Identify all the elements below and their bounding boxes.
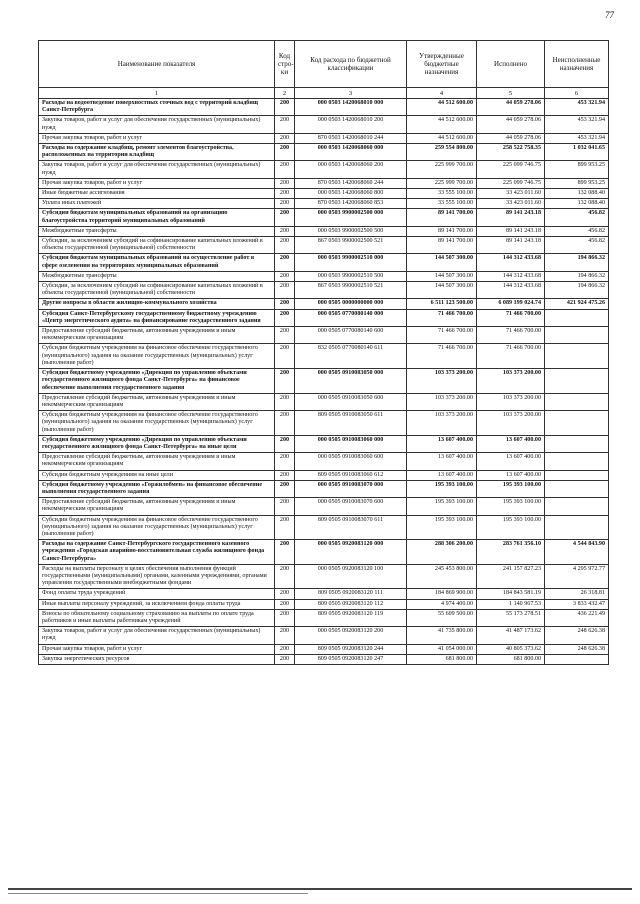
row-line-code: 200 [275,627,295,644]
row-remaining: 456.82 [545,237,609,254]
table-header-row [39,41,609,88]
table-row [39,299,609,309]
row-name: Субсидия Санкт-Петербургскому государственному бюджетному учреждению «Центр энергетического аудита» на финансирование государственного задания [39,309,275,326]
row-executed: 195 393 100.00 [477,498,545,515]
row-approved: 144 507 300.00 [407,271,477,281]
column-number-row [39,88,609,99]
row-line-code: 200 [275,226,295,236]
row-remaining [545,480,609,497]
row-approved: 195 393 100.00 [407,515,477,540]
row-executed: 225 099 746.75 [477,161,545,178]
row-remaining [545,369,609,394]
row-approved: 89 141 700.00 [407,237,477,254]
row-approved: 681 800.00 [407,654,477,664]
header-executed: Исполнено [477,41,545,88]
row-executed: 6 089 199 024.74 [477,299,545,309]
row-name: Взносы по обязательному социальному страхованию на выплаты по оплате труда работников и иные выплаты работникам учреждений [39,609,275,626]
row-executed: 55 173 278.51 [477,609,545,626]
row-line-code: 200 [275,564,295,589]
row-class-code: 000 0503 1420068010 200 [295,116,407,133]
table-row [39,599,609,609]
row-class-code: 809 0505 0910083070 611 [295,515,407,540]
row-class-code: 870 0503 1420068060 244 [295,178,407,188]
row-remaining: 436 221.49 [545,609,609,626]
row-remaining [545,327,609,344]
row-name: Субсидии бюджетам муниципальных образований на осуществление работ в сфере озеленения на территориях муниципальных образований [39,254,275,271]
table-row [39,435,609,452]
row-line-code: 200 [275,411,295,436]
column-number: 5 [477,88,545,99]
row-executed: 195 393 100.00 [477,515,545,540]
header-class-code: Код расхода по бюджетной классификации [295,41,407,88]
row-line-code: 200 [275,599,295,609]
row-line-code: 200 [275,498,295,515]
table-row [39,369,609,394]
row-approved: 195 393 100.00 [407,480,477,497]
column-number: 2 [275,88,295,99]
row-class-code: 809 0505 0920083120 244 [295,644,407,654]
header-remaining: Неисполненные назначения [545,41,609,88]
row-class-code: 000 0505 0920083120 200 [295,627,407,644]
header-approved: Утвержденные бюджетные назначения [407,41,477,88]
row-class-code: 809 0505 0920083120 112 [295,599,407,609]
footer-rule [8,888,632,890]
table-row [39,393,609,410]
row-approved: 89 141 700.00 [407,209,477,226]
row-executed: 13 607 400.00 [477,435,545,452]
table-row [39,199,609,209]
row-name: Предоставление субсидий бюджетным, автономным учреждениям и иным некоммерческим организациям [39,453,275,470]
row-remaining: 26 318.81 [545,589,609,599]
table-row [39,133,609,143]
row-name: Предоставление субсидий бюджетным, автономным учреждениям и иным некоммерческим организациям [39,393,275,410]
row-executed: 40 805 373.62 [477,644,545,654]
row-name: Закупка товаров, работ и услуг для обеспечения государственных (муниципальных) нужд [39,116,275,133]
row-executed: 1 140 967.53 [477,599,545,609]
row-class-code: 870 0503 1420068060 853 [295,199,407,209]
row-name: Субсидия бюджетному учреждению «Дирекция по управлению объектами государственного жилищного фонда Санкт-Петербурга» на финансовое обеспечение выполнения государственного задания [39,369,275,394]
row-class-code: 000 0505 0910083050 600 [295,393,407,410]
row-class-code: 000 0505 0920083120 000 [295,540,407,565]
row-class-code: 832 0505 0770080140 611 [295,344,407,369]
row-remaining [545,498,609,515]
row-name: Субсидии бюджетным учреждениям на финансовое обеспечение государственного (муниципального) задания на оказание государственных (муниципальных) услуг (выполнение работ) [39,515,275,540]
row-line-code: 200 [275,327,295,344]
row-approved: 288 306 200.00 [407,540,477,565]
row-approved: 144 507 300.00 [407,282,477,299]
row-name: Предоставление субсидий бюджетным, автономным учреждениям и иным некоммерческим организациям [39,327,275,344]
row-remaining: 1 032 041.65 [545,144,609,161]
row-line-code: 200 [275,237,295,254]
row-remaining [545,393,609,410]
row-approved: 44 512 600.00 [407,116,477,133]
row-line-code: 200 [275,589,295,599]
row-line-code: 200 [275,309,295,326]
row-approved: 195 393 100.00 [407,498,477,515]
row-line-code: 200 [275,161,295,178]
row-executed: 44 059 278.06 [477,99,545,116]
row-executed: 681 800.00 [477,654,545,664]
row-name: Иные бюджетные ассигнования [39,189,275,199]
row-line-code: 200 [275,299,295,309]
row-approved: 44 512 600.00 [407,99,477,116]
row-approved: 4 974 400.00 [407,599,477,609]
row-class-code: 000 0505 0910083050 000 [295,369,407,394]
row-class-code: 809 0505 0920083120 111 [295,589,407,599]
row-name: Межбюджетные трансферты [39,271,275,281]
row-executed: 103 373 200.00 [477,411,545,436]
row-approved: 245 453 800.00 [407,564,477,589]
row-executed: 241 157 827.23 [477,564,545,589]
row-name: Расходы на содержание Санкт-Петербургского государственного казенного учреждения «Городская аварийно-восстановительная служба жилищного фонда Санкт-Петербурга» [39,540,275,565]
row-remaining: 456.82 [545,209,609,226]
row-executed: 184 843 581.19 [477,589,545,599]
row-name: Уплата иных платежей [39,199,275,209]
row-line-code: 200 [275,271,295,281]
row-line-code: 200 [275,133,295,143]
row-line-code: 200 [275,644,295,654]
column-number: 1 [39,88,275,99]
row-executed: 89 141 243.18 [477,209,545,226]
row-remaining [545,435,609,452]
table-row [39,99,609,116]
row-name: Закупка товаров, работ и услуг для обеспечения государственных (муниципальных) нужд [39,627,275,644]
row-executed: 103 373 200.00 [477,369,545,394]
row-line-code: 200 [275,435,295,452]
column-number: 3 [295,88,407,99]
table-row [39,327,609,344]
row-executed: 71 466 700.00 [477,327,545,344]
header-line-code: Код стро-ки [275,41,295,88]
row-class-code: 000 0503 1420068060 200 [295,161,407,178]
table-row [39,654,609,664]
row-executed: 33 423 011.60 [477,189,545,199]
table-row [39,589,609,599]
table-row [39,226,609,236]
table-row [39,144,609,161]
row-name: Субсидии бюджетным учреждениям на финансовое обеспечение государственного (муниципального) задания на оказание государственных (муниципальных) услуг (выполнение работ) [39,344,275,369]
row-class-code: 000 0503 9900002500 000 [295,209,407,226]
row-name: Субсидии, за исключением субсидий на софинансирование капитальных вложений в объекты государственной (муниципальной) собственности [39,282,275,299]
table-row [39,116,609,133]
row-executed: 13 607 400.00 [477,453,545,470]
row-line-code: 200 [275,369,295,394]
row-class-code: 000 0505 0910083060 000 [295,435,407,452]
header-name: Наименование показателя [39,41,275,88]
table-row [39,209,609,226]
row-executed: 13 607 400.00 [477,470,545,480]
row-line-code: 200 [275,144,295,161]
row-line-code: 200 [275,609,295,626]
row-executed: 33 423 011.60 [477,199,545,209]
row-line-code: 200 [275,480,295,497]
row-line-code: 200 [275,189,295,199]
row-executed: 195 393 100.00 [477,480,545,497]
row-executed: 225 099 746.75 [477,178,545,188]
row-approved: 103 373 200.00 [407,411,477,436]
row-remaining [545,654,609,664]
row-remaining: 4 295 972.77 [545,564,609,589]
row-remaining: 3 833 432.47 [545,599,609,609]
row-executed: 144 312 433.68 [477,282,545,299]
table-row [39,237,609,254]
table-row [39,627,609,644]
row-approved: 13 607 400.00 [407,435,477,452]
row-approved: 13 607 400.00 [407,470,477,480]
budget-execution-table [38,40,609,665]
row-class-code: 000 0503 9900002510 500 [295,271,407,281]
row-class-code: 000 0503 1420068060 000 [295,144,407,161]
row-class-code: 867 0503 9900002500 521 [295,237,407,254]
row-executed: 89 141 243.18 [477,226,545,236]
column-number: 6 [545,88,609,99]
row-class-code: 000 0505 0000000000 000 [295,299,407,309]
table-row [39,480,609,497]
row-class-code: 809 0505 0920083120 247 [295,654,407,664]
row-line-code: 200 [275,470,295,480]
row-executed: 283 761 356.10 [477,540,545,565]
table-row [39,470,609,480]
row-approved: 33 555 100.00 [407,189,477,199]
row-name: Фонд оплаты труда учреждений [39,589,275,599]
row-class-code: 867 0503 9900002510 521 [295,282,407,299]
row-remaining [545,453,609,470]
table-row [39,453,609,470]
row-class-code: 000 0503 9900002500 500 [295,226,407,236]
table-row [39,515,609,540]
row-line-code: 200 [275,540,295,565]
row-name: Расходы на выплаты персоналу в целях обеспечения выполнения функций государственными (муниципальными) органами, казенными учреждениями, органами управления государственными внебюджетными фондами [39,564,275,589]
row-class-code: 809 0505 0910083050 611 [295,411,407,436]
row-approved: 225 999 700.00 [407,178,477,188]
row-approved: 13 607 400.00 [407,453,477,470]
table-row [39,189,609,199]
row-approved: 184 869 900.00 [407,589,477,599]
row-line-code: 200 [275,99,295,116]
row-approved: 6 511 123 500.00 [407,299,477,309]
table-row [39,271,609,281]
row-approved: 55 609 500.00 [407,609,477,626]
row-name: Закупка энергетических ресурсов [39,654,275,664]
row-name: Расходы на содержание кладбищ, ремонт элементов благоустройства, расположенных на территории кладбищ [39,144,275,161]
row-line-code: 200 [275,282,295,299]
row-name: Прочая закупка товаров, работ и услуг [39,178,275,188]
row-remaining [545,411,609,436]
row-executed: 144 312 433.68 [477,254,545,271]
table-row [39,644,609,654]
row-remaining: 194 866.32 [545,271,609,281]
table-row [39,344,609,369]
row-name: Субсидия бюджетному учреждению «Горжилобмен» на финансовое обеспечение выполнения государственного задания [39,480,275,497]
table-row [39,309,609,326]
row-class-code: 000 0505 0910083070 600 [295,498,407,515]
table-row [39,411,609,436]
row-class-code: 000 0505 0920083120 100 [295,564,407,589]
row-remaining: 453 321.94 [545,116,609,133]
row-remaining: 132 088.40 [545,199,609,209]
row-executed: 144 312 433.68 [477,271,545,281]
row-name: Прочая закупка товаров, работ и услуг [39,644,275,654]
row-remaining [545,470,609,480]
column-number: 4 [407,88,477,99]
row-approved: 41 054 000.00 [407,644,477,654]
row-class-code: 870 0503 1420068010 244 [295,133,407,143]
row-name: Субсидии бюджетным учреждениям на иные цели [39,470,275,480]
table-row [39,282,609,299]
row-approved: 144 507 300.00 [407,254,477,271]
row-remaining: 453 321.94 [545,99,609,116]
row-executed: 71 466 700.00 [477,344,545,369]
row-name: Расходы на водоотведение поверхностных сточных вод с территорий кладбищ Санкт-Петербурга [39,99,275,116]
row-name: Субсидия бюджетному учреждению «Дирекция по управлению объектами государственного жилищного фонда Санкт-Петербурга» на иные цели [39,435,275,452]
row-approved: 71 466 700.00 [407,309,477,326]
row-line-code: 200 [275,199,295,209]
row-remaining [545,309,609,326]
row-class-code: 000 0503 1420068060 800 [295,189,407,199]
row-line-code: 200 [275,654,295,664]
row-name: Иные выплаты персоналу учреждений, за исключением фонда оплаты труда [39,599,275,609]
row-line-code: 200 [275,209,295,226]
row-line-code: 200 [275,515,295,540]
row-name: Субсидии бюджетным учреждениям на финансовое обеспечение государственного (муниципального) задания на оказание государственных (муниципальных) услуг (выполнение работ) [39,411,275,436]
table-row [39,161,609,178]
row-remaining: 248 626.38 [545,644,609,654]
row-approved: 44 512 600.00 [407,133,477,143]
row-approved: 71 466 700.00 [407,327,477,344]
row-name: Закупка товаров, работ и услуг для обеспечения государственных (муниципальных) нужд [39,161,275,178]
row-remaining: 456.82 [545,226,609,236]
row-remaining: 899 953.25 [545,178,609,188]
row-class-code: 000 0503 9900002510 000 [295,254,407,271]
row-line-code: 200 [275,254,295,271]
row-approved: 89 141 700.00 [407,226,477,236]
row-remaining: 248 626.38 [545,627,609,644]
row-name: Предоставление субсидий бюджетным, автономным учреждениям и иным некоммерческим организациям [39,498,275,515]
row-executed: 258 522 758.35 [477,144,545,161]
row-approved: 103 373 200.00 [407,369,477,394]
row-name: Прочая закупка товаров, работ и услуг [39,133,275,143]
row-approved: 33 555 100.00 [407,199,477,209]
row-executed: 89 141 243.18 [477,237,545,254]
row-class-code: 000 0503 1420068010 000 [295,99,407,116]
row-remaining: 453 321.94 [545,133,609,143]
row-line-code: 200 [275,178,295,188]
row-line-code: 200 [275,393,295,410]
row-remaining: 194 866.32 [545,282,609,299]
row-name: Межбюджетные трансферты [39,226,275,236]
row-remaining [545,344,609,369]
row-name: Другие вопросы в области жилищно-коммунального хозяйства [39,299,275,309]
row-remaining: 421 924 475.26 [545,299,609,309]
row-approved: 259 554 800.00 [407,144,477,161]
row-executed: 44 059 278.06 [477,116,545,133]
row-class-code: 000 0505 0910083060 600 [295,453,407,470]
row-line-code: 200 [275,116,295,133]
row-remaining: 132 088.40 [545,189,609,199]
page-number: 77 [605,10,614,20]
table-row [39,178,609,188]
footer-rule-secondary [8,893,308,894]
row-class-code: 809 0505 0910083060 612 [295,470,407,480]
row-executed: 71 466 700.00 [477,309,545,326]
row-remaining: 899 953.25 [545,161,609,178]
row-line-code: 200 [275,344,295,369]
table-row [39,609,609,626]
row-name: Субсидии, за исключением субсидий на софинансирование капитальных вложений в объекты государственной (муниципальной) собственности [39,237,275,254]
row-class-code: 000 0505 0770080140 600 [295,327,407,344]
row-name: Субсидии бюджетам муниципальных образований на организацию благоустройства территорий муниципальных образований [39,209,275,226]
table-row [39,498,609,515]
row-class-code: 000 0505 0770080140 000 [295,309,407,326]
row-remaining [545,515,609,540]
table-row [39,254,609,271]
row-line-code: 200 [275,453,295,470]
row-class-code: 809 0505 0920083120 119 [295,609,407,626]
row-class-code: 000 0505 0910083070 000 [295,480,407,497]
row-approved: 225 999 700.00 [407,161,477,178]
row-approved: 103 373 200.00 [407,393,477,410]
row-executed: 103 373 200.00 [477,393,545,410]
row-executed: 44 059 278.06 [477,133,545,143]
row-executed: 41 487 173.62 [477,627,545,644]
row-remaining: 4 544 843.90 [545,540,609,565]
table-row [39,540,609,565]
row-remaining: 194 866.32 [545,254,609,271]
row-approved: 71 466 700.00 [407,344,477,369]
table-row [39,564,609,589]
row-approved: 41 735 800.00 [407,627,477,644]
